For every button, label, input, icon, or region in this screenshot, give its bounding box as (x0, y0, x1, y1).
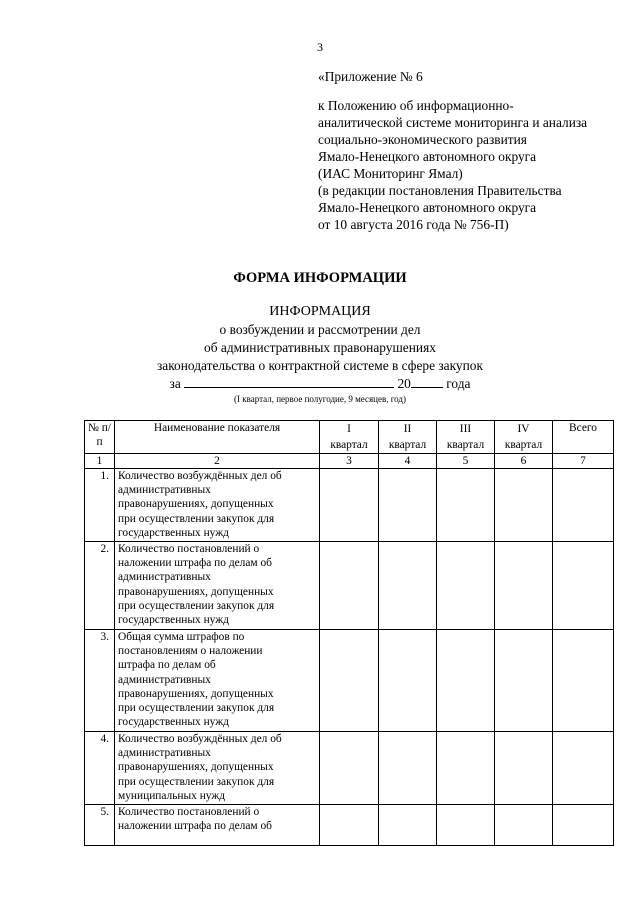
appendix-line: Ямало-Ненецкого автономного округа (318, 149, 537, 164)
appendix-line: к Положению об информационно- (318, 98, 514, 113)
value-cell[interactable] (495, 732, 553, 805)
period-suffix: года (446, 376, 471, 391)
form-title: ФОРМА ИНФОРМАЦИИ (233, 270, 407, 286)
info-subtitle-line: о возбуждении и рассмотрении дел (219, 322, 421, 337)
table-row (85, 630, 614, 732)
year-blank (411, 375, 443, 388)
appendix-line: (в редакции постановления Правительства (318, 183, 562, 198)
table-row (85, 542, 614, 630)
value-cell[interactable] (495, 805, 553, 846)
value-cell[interactable] (320, 805, 379, 846)
value-cell[interactable] (320, 732, 379, 805)
page-number: 3 (317, 40, 323, 54)
value-cell[interactable] (379, 542, 437, 630)
period-year: 20 (397, 376, 411, 391)
value-cell[interactable] (379, 630, 437, 732)
header-total: Всего (553, 421, 614, 454)
row-indicator-name: Общая сумма штрафов по постановлениям о наложении штрафа по делам об административных правонарушениях, допущенных при осуществлении закупок для государственных нужд (115, 630, 320, 732)
table-row (85, 469, 614, 542)
value-cell[interactable] (437, 630, 495, 732)
header-num: № п/п (85, 421, 115, 454)
value-cell[interactable] (495, 542, 553, 630)
indicators-table (84, 420, 614, 846)
column-number: 3 (320, 454, 379, 469)
value-cell[interactable] (379, 805, 437, 846)
row-number: 3. (85, 630, 115, 732)
value-cell[interactable] (553, 469, 614, 542)
info-subtitle-line: об административных правонарушениях (204, 340, 436, 355)
value-cell[interactable] (320, 542, 379, 630)
period-prefix: за (169, 376, 181, 391)
value-cell[interactable] (495, 469, 553, 542)
row-indicator-name: Количество постановлений о наложении штрафа по делам об административных правонарушениях, допущенных при осуществлении закупок для государственных нужд (115, 542, 320, 630)
appendix-line: Ямало-Ненецкого автономного округа (318, 200, 537, 215)
table-header-row (85, 421, 614, 454)
appendix-line: аналитической системе мониторинга и анализа (318, 115, 588, 130)
value-cell[interactable] (553, 732, 614, 805)
value-cell[interactable] (437, 469, 495, 542)
info-title: ИНФОРМАЦИЯ (269, 304, 371, 319)
appendix-line: от 10 августа 2016 года № 756-П) (318, 217, 509, 232)
column-number-row (85, 454, 614, 469)
value-cell[interactable] (495, 630, 553, 732)
value-cell[interactable] (379, 732, 437, 805)
row-number: 4. (85, 732, 115, 805)
column-number: 7 (553, 454, 614, 469)
header-q1: I квартал (320, 421, 379, 454)
table-row (85, 805, 614, 846)
row-indicator-name: Количество постановлений о наложении штрафа по делам об (115, 805, 320, 846)
row-indicator-name: Количество возбуждённых дел об административных правонарушениях, допущенных при осуществлении закупок для муниципальных нужд (115, 732, 320, 805)
period-blank (184, 375, 394, 388)
header-q4: IV квартал (495, 421, 553, 454)
column-number: 5 (437, 454, 495, 469)
row-number: 5. (85, 805, 115, 846)
value-cell[interactable] (320, 469, 379, 542)
value-cell[interactable] (553, 805, 614, 846)
value-cell[interactable] (437, 542, 495, 630)
value-cell[interactable] (553, 630, 614, 732)
appendix-heading: «Приложение № 6 (318, 69, 423, 84)
column-number: 1 (85, 454, 115, 469)
column-number: 4 (379, 454, 437, 469)
period-line (0, 375, 640, 393)
row-number: 2. (85, 542, 115, 630)
value-cell[interactable] (553, 542, 614, 630)
header-q3: III квартал (437, 421, 495, 454)
value-cell[interactable] (437, 732, 495, 805)
column-number: 2 (115, 454, 320, 469)
value-cell[interactable] (437, 805, 495, 846)
info-subtitle-line: законодательства о контрактной системе в сфере закупок (156, 358, 483, 373)
appendix-line: (ИАС Мониторинг Ямал) (318, 166, 463, 181)
value-cell[interactable] (320, 630, 379, 732)
column-number: 6 (495, 454, 553, 469)
header-q2: II квартал (379, 421, 437, 454)
appendix-line: социально-экономического развития (318, 132, 527, 147)
row-indicator-name: Количество возбуждённых дел об административных правонарушениях, допущенных при осуществлении закупок для государственных нужд (115, 469, 320, 542)
value-cell[interactable] (379, 469, 437, 542)
row-number: 1. (85, 469, 115, 542)
info-block (0, 303, 640, 405)
table-row (85, 732, 614, 805)
appendix-block (318, 68, 618, 233)
period-hint: (I квартал, первое полугодие, 9 месяцев, год) (233, 394, 406, 404)
header-name: Наименование показателя (115, 421, 320, 454)
